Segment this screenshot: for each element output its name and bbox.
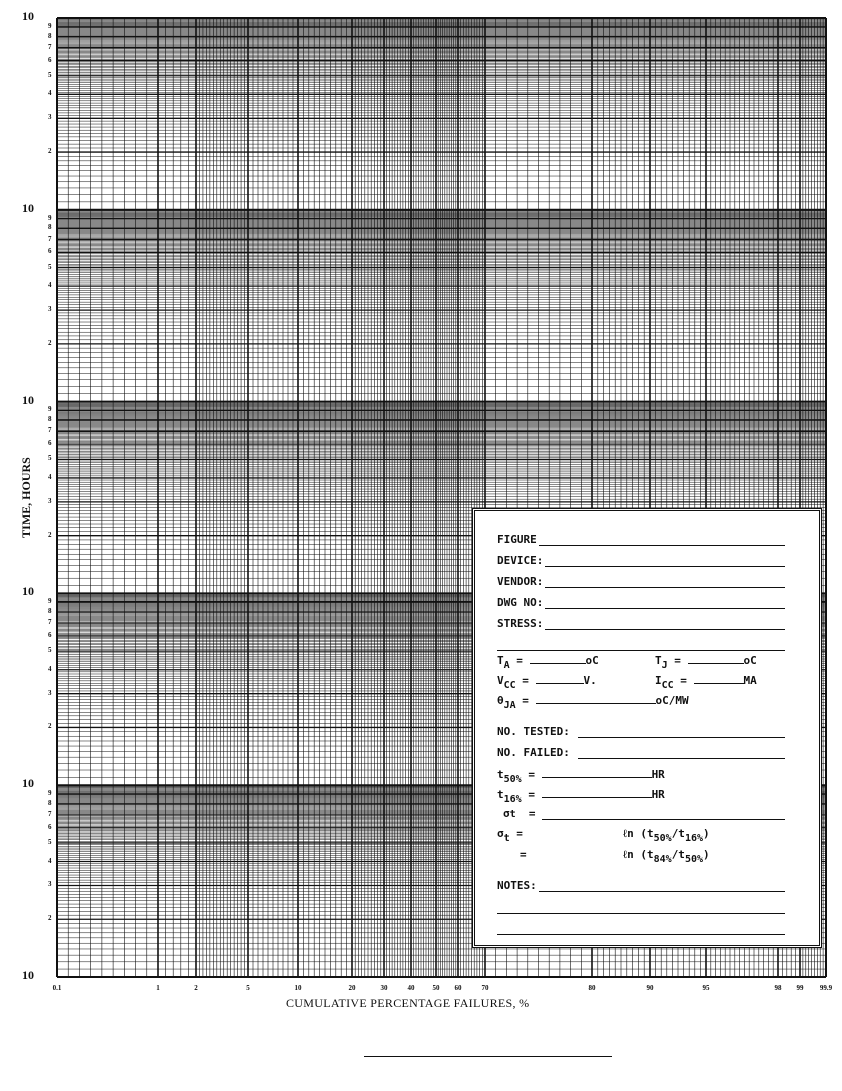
vcc-field[interactable] [536,673,584,684]
ta-sub: A [503,660,510,671]
t16-label: t [497,788,504,801]
y-tick-label: 3 [48,496,52,505]
x-tick-label: 60 [454,984,462,992]
device-field[interactable] [545,554,785,567]
y-tick-label: 4 [48,856,52,865]
t50-field[interactable] [542,767,652,778]
y-tick-label: 2 [48,722,52,731]
formula-2: ℓn (t [623,848,654,861]
y-tick-label: 8 [48,798,52,807]
t16-field[interactable] [542,787,652,798]
y-tick-label: 5 [48,646,52,655]
signature-line [364,1056,612,1057]
sigma-label: σ [503,807,510,820]
ta-label: T [497,654,504,667]
y-tick-label: 3 [48,880,52,889]
formula-2-sub-b: 50% [684,854,703,865]
notes-field[interactable] [539,879,785,892]
eq: = [520,848,527,861]
vcc-sub: CC [503,680,516,691]
t50-sub: 50% [503,774,522,785]
x-tick-label: 30 [380,984,388,992]
y-tick-label: 8 [48,415,52,424]
y-decade-label: 10 [22,392,34,407]
notes-field-3[interactable] [497,922,785,935]
stress-field-2[interactable] [497,638,785,651]
sigma-label: σ [497,827,504,840]
y-tick-label: 3 [48,113,52,122]
theta-field[interactable] [536,693,656,704]
ta-unit: oC [585,654,599,667]
y-decade-label: 10 [22,200,34,215]
no-tested-label: NO. TESTED: [497,725,570,738]
y-tick-label: 9 [48,213,52,222]
y-tick-label: 6 [48,439,52,448]
y-tick-label: 4 [48,89,52,98]
stress-field[interactable] [545,617,785,630]
tj-sub: J [661,660,668,671]
icc-unit: MA [743,674,757,687]
y-tick-label: 4 [48,664,52,673]
test-data-form [472,508,822,948]
sigma-sub: t [503,833,510,844]
y-axis-label: TIME, HOURS [18,457,33,538]
x-tick-label: 50 [432,984,440,992]
eq: = [522,674,529,687]
vendor-field[interactable] [545,575,785,588]
y-tick-label: 7 [48,426,52,435]
notes-field-2[interactable] [497,901,785,914]
x-tick-label: 1 [156,984,160,992]
stress-label: STRESS: [497,617,544,630]
y-tick-label: 7 [48,809,52,818]
ta-field[interactable] [530,653,586,664]
vendor-label: VENDOR: [497,575,544,588]
x-tick-label: 70 [481,984,489,992]
formula-1-sub-b: 16% [684,833,703,844]
vcc-unit: V. [583,674,597,687]
y-decade-label: 10 [22,968,34,982]
notes-label: NOTES: [497,879,537,892]
eq: = [516,654,523,667]
t16-sub: 16% [503,794,522,805]
y-tick-label: 6 [48,247,52,256]
y-tick-label: 8 [48,223,52,232]
x-tick-label: 98 [774,984,782,992]
device-label: DEVICE: [497,554,544,567]
no-failed-label: NO. FAILED: [497,746,570,759]
formula-2-mid: /t [671,848,685,861]
y-tick-label: 7 [48,618,52,627]
y-tick-label: 9 [48,405,52,414]
theta-unit: oC/MW [655,694,689,707]
y-tick-label: 3 [48,688,52,697]
y-tick-label: 8 [48,606,52,615]
formula-2-sub-a: 84% [653,854,672,865]
icc-field[interactable] [694,673,744,684]
formula-1: ℓn (t [623,827,654,840]
y-decade-label: 10 [22,9,34,23]
y-tick-label: 9 [48,597,52,606]
figure-field[interactable] [539,533,785,546]
formula-1-sub-a: 50% [653,833,672,844]
no-tested-field[interactable] [578,725,785,738]
y-tick-label: 6 [48,55,52,64]
eq: = [680,674,687,687]
y-tick-label: 7 [48,234,52,243]
vcc-label: V [497,674,504,687]
no-failed-field[interactable] [578,746,785,759]
y-decade-label: 10 [22,584,34,599]
y-tick-label: 5 [48,262,52,271]
y-tick-label: 5 [48,70,52,79]
formula-2-close: ) [703,848,710,861]
y-tick-label: 4 [48,281,52,290]
sigma-sub: t [509,809,516,820]
y-tick-label: 5 [48,837,52,846]
y-tick-label: 2 [48,147,52,156]
theta-sub: JA [503,700,516,711]
y-tick-label: 2 [48,338,52,347]
figure-label: FIGURE [497,533,537,546]
y-tick-label: 5 [48,454,52,463]
y-tick-label: 2 [48,914,52,923]
x-tick-label: 99.9 [819,984,833,992]
theta-label: θ [497,694,504,707]
icc-label: I [655,674,662,687]
dwg-no-field[interactable] [545,596,785,609]
y-tick-label: 2 [48,530,52,539]
t50-label: t [497,768,504,781]
icc-sub: CC [661,680,674,691]
x-tick-label: 99 [796,984,804,992]
x-tick-label: 2 [194,984,198,992]
t16-unit: HR [651,788,665,801]
y-tick-label: 6 [48,630,52,639]
y-tick-label: 4 [48,472,52,481]
x-tick-label: 0.1 [52,984,62,992]
x-tick-label: 40 [407,984,415,992]
x-tick-label: 90 [646,984,654,992]
y-tick-label: 3 [48,305,52,314]
y-decade-label: 10 [22,776,34,791]
tj-unit: oC [743,654,757,667]
eq: = [674,654,681,667]
t50-unit: HR [651,768,665,781]
x-tick-label: 95 [702,984,710,992]
formula-1-mid: /t [671,827,685,840]
eq: = [528,788,535,801]
dwg-no-label: DWG NO: [497,596,544,609]
y-tick-label: 9 [48,788,52,797]
tj-label: T [655,654,662,667]
y-tick-label: 6 [48,822,52,831]
y-tick-label: 9 [48,21,52,30]
eq: = [522,694,529,707]
eq: = [528,807,536,820]
y-tick-label: 7 [48,42,52,51]
sigma-field[interactable] [542,809,785,820]
x-axis-label: CUMULATIVE PERCENTAGE FAILURES, % [286,996,530,1010]
x-tick-label: 10 [294,984,302,992]
y-tick-label: 8 [48,31,52,40]
x-tick-label: 5 [246,984,250,992]
x-tick-label: 20 [348,984,356,992]
tj-field[interactable] [688,653,744,664]
formula-1-close: ) [703,827,710,840]
eq: = [516,827,523,840]
eq: = [528,768,535,781]
x-tick-label: 80 [588,984,596,992]
